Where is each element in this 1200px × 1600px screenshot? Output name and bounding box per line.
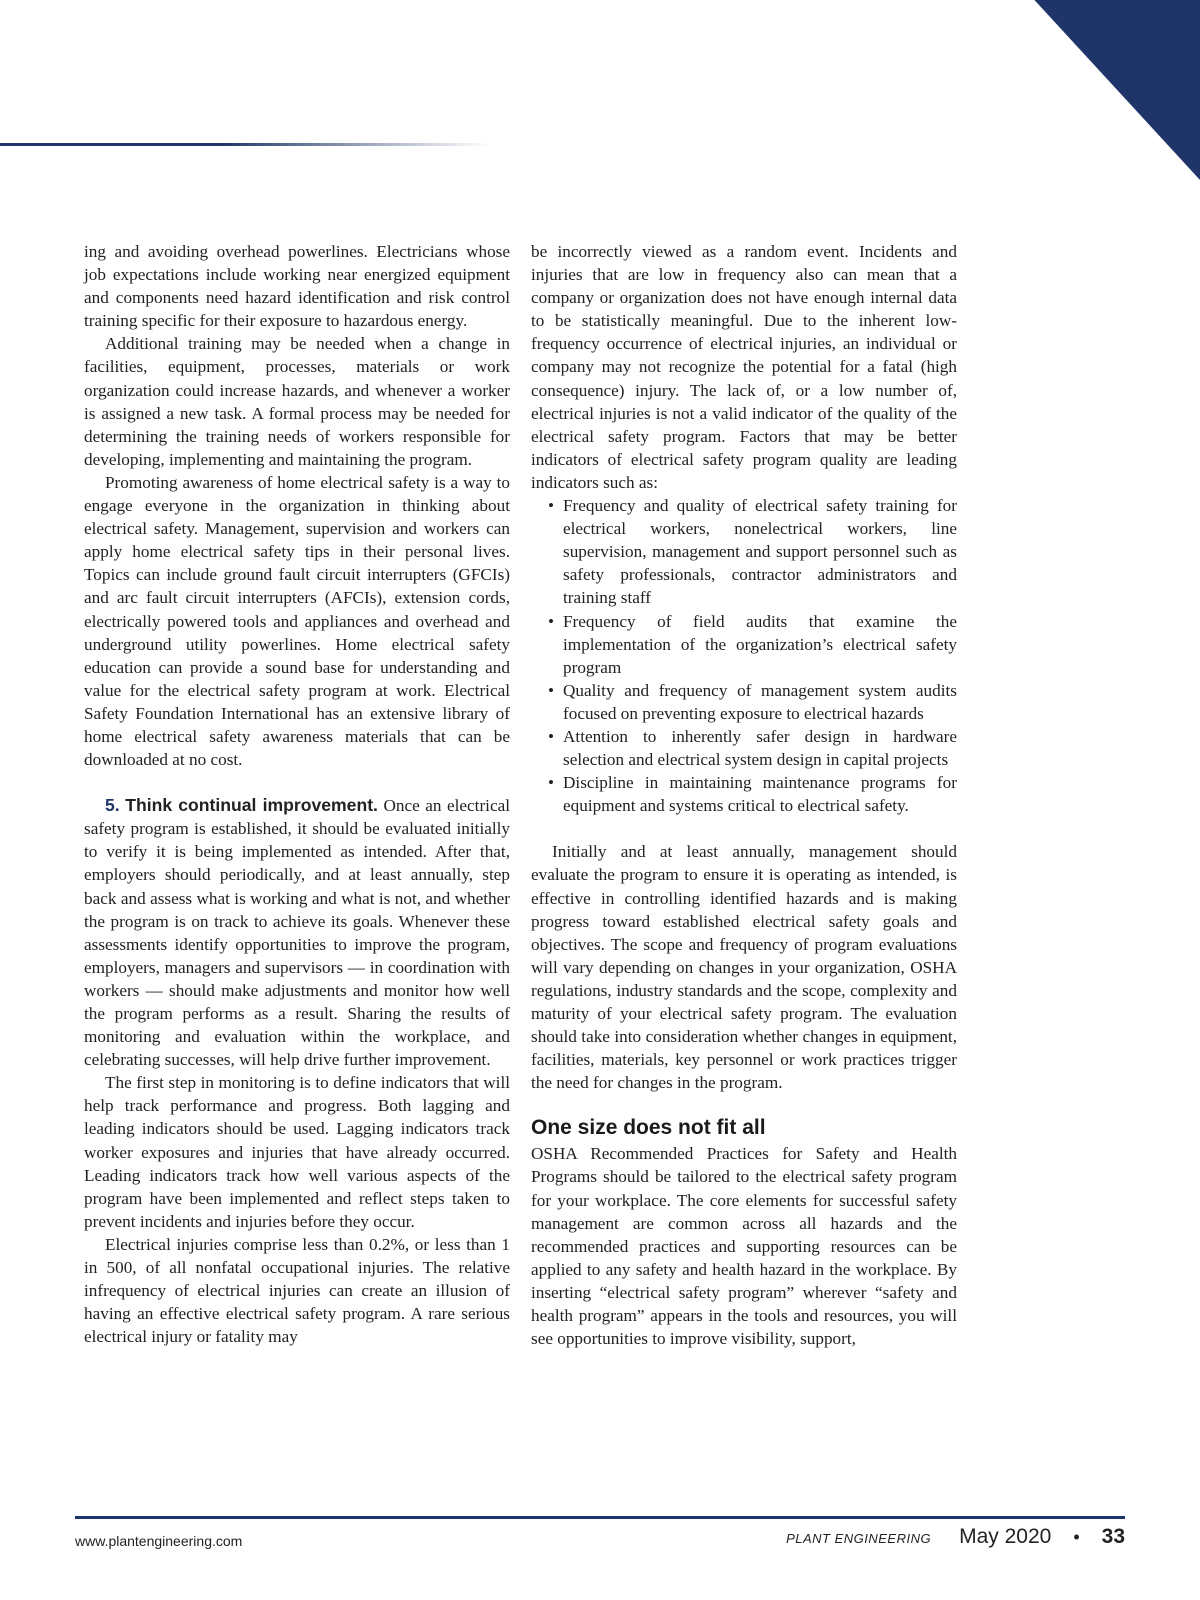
paragraph: Additional training may be needed when a change in facilities, equipment, processes, materials or work organization could increase hazards, and whenever a worker is assigned a new task. A formal process may be needed for determining the training needs of workers responsible for developing, implementing and maintaining the program. [84, 334, 510, 469]
corner-decoration [1020, 0, 1200, 180]
footer-info [786, 1525, 1125, 1549]
paragraph: be incorrectly viewed as a random event. Incidents and injuries that are low in frequency also can mean that a company or organization does not have enough internal data to be statistically meaningful. Due to the inherent low-frequency occurrence of electrical injuries, an individual or company may not recognize the potential for a fatal (high consequence) injury. The lack of, or a low number of, electrical injuries is not a valid indicator of the quality of the electrical safety program. Factors that may be better indicators of electrical safety program quality are leading indicators such as: [531, 242, 957, 492]
footer-url[interactable]: www.plantengineering.com [75, 1533, 243, 1549]
list-item: • Frequency and quality of electrical safety training for electrical workers, nonelectrical workers, line supervision, management and support personnel such as safety professionals, contractor administrators and training staff [548, 494, 957, 609]
paragraph: Initially and at least annually, management should evaluate the program to ensure it is operating as intended, is effective in controlling identified hazards and is making progress toward established electrical safety goals and objectives. The scope and frequency of program evaluations will vary depending on changes in your organization, OSHA regulations, industry standards and the scope, complexity and maturity of your electrical safety program. The evaluation should take into consideration whether changes in equipment, facilities, materials, key personnel or work practices trigger the need for changes in the program. [531, 842, 957, 1093]
list-item: • Attention to inherently safer design in hardware selection and electrical system design in capital projects [548, 725, 957, 771]
step-paragraph [84, 794, 510, 1071]
header-rule [0, 143, 490, 146]
indicator-list [531, 494, 957, 817]
step-number: 5. [105, 795, 120, 816]
issue-date: May 2020 [959, 1525, 1052, 1548]
paragraph: ing and avoiding overhead powerlines. Electricians whose job expectations include working near energized equipment and components need hazard identification and risk control training specific for their exposure to hazardous energy. [84, 242, 510, 331]
right-column [531, 240, 957, 1350]
list-item: • Frequency of field audits that examine the implementation of the organization’s electrical safety program [548, 610, 957, 679]
list-item: • Discipline in maintaining maintenance programs for equipment and systems critical to electrical safety. [548, 771, 957, 817]
step-body: Once an electrical safety program is established, it should be evaluated initially to verify it is being implemented as intended. After that, employers should periodically, and at least annually, step back and assess what is working and what is not, and whether the program is on track to achieve its goals. Whenever these assessments identify opportunities to improve the program, employers, managers and supervisors — in coordination with workers — should make adjustments and monitor how well the program performs as a result. Sharing the results of monitoring and evaluation within the workplace, and celebrating successes, will help drive further improvement. [84, 796, 510, 1070]
paragraph: Electrical injuries comprise less than 0.2%, or less than 1 in 500, of all nonfatal occupational injuries. The relative infrequency of electrical injuries can create an illusion of having an effective electrical safety program. A rare serious electrical injury or fatality may [84, 1234, 510, 1347]
paragraph: OSHA Recommended Practices for Safety and Health Programs should be tailored to the electrical safety program for your workplace. The core elements for successful safety management are common across all hazards and the recommended practices and supporting resources can be applied to any safety and health hazard in the workplace. By inserting “electrical safety program” wherever “safety and health program” appears in the tools and resources, you will see opportunities to improve visibility, support, [531, 1144, 957, 1349]
paragraph: Promoting awareness of home electrical safety is a way to engage everyone in the organization in thinking about electrical safety. Management, supervision and workers can apply home electrical safety tips in their personal lives. Topics can include ground fault circuit interrupters (GFCIs) and arc fault circuit interrupters (AFCIs), extension cords, electrically powered tools and appliances and overhead and underground utility powerlines. Home electrical safety education can provide a sound base for understanding and value for the electrical safety program at work. Electrical Safety Foundation International has an extensive library of home electrical safety awareness materials that can be downloaded at no cost. [84, 472, 510, 770]
footer-rule [75, 1516, 1125, 1519]
list-item: • Quality and frequency of management system audits focused on preventing exposure to electrical hazards [548, 679, 957, 725]
paragraph: The first step in monitoring is to define indicators that will help track performance and progress. Both lagging and leading indicators should be used. Lagging indicators track worker exposures and injuries that have already occurred. Leading indicators track how well various aspects of the program have been implemented and reflect steps taken to prevent incidents and injuries before they occur. [84, 1073, 510, 1231]
magazine-name: PLANT ENGINEERING [786, 1531, 932, 1546]
step-title: Think continual improvement. [125, 795, 378, 816]
footer-separator: • [1073, 1527, 1080, 1547]
page-number: 33 [1101, 1525, 1125, 1548]
left-column [84, 240, 510, 1348]
section-heading: One size does not fit all [531, 1116, 766, 1140]
